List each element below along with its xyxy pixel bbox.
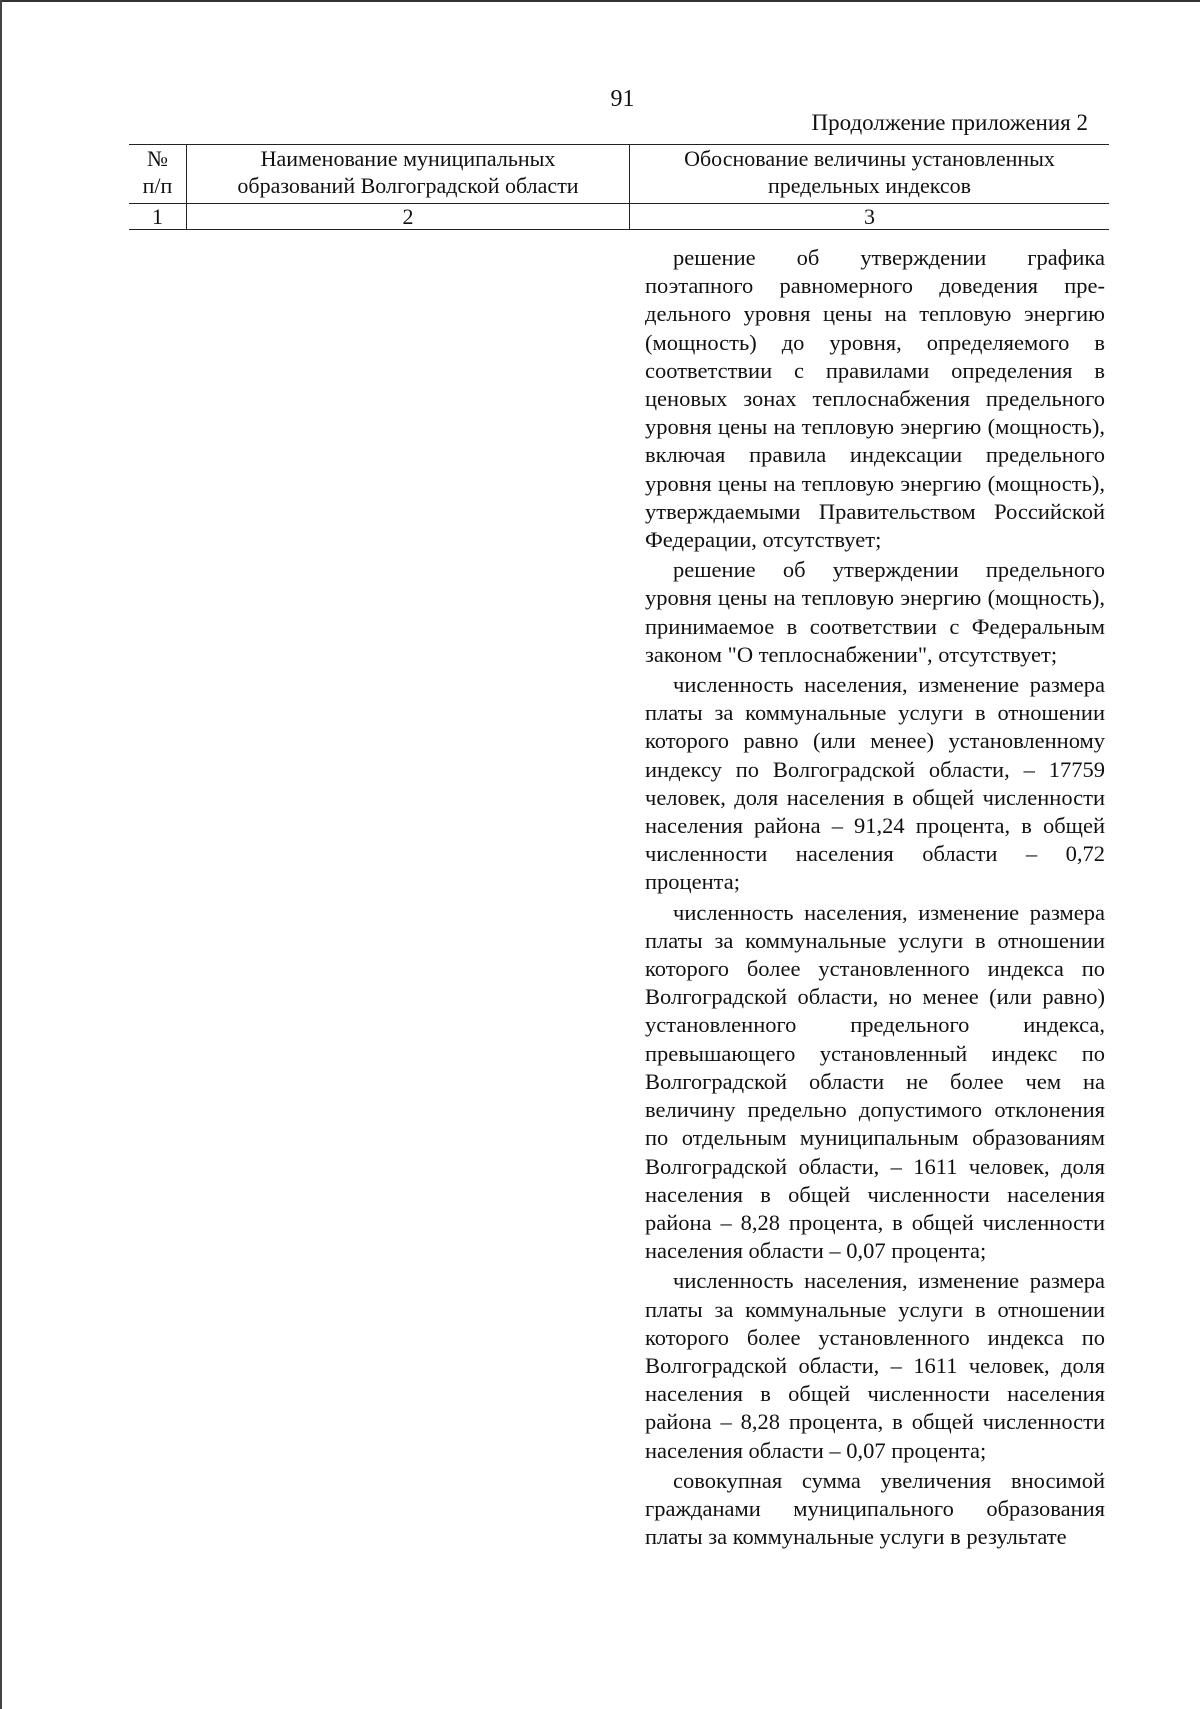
column-number-2: 2 [187,204,630,230]
paragraph-population-equal-index: численность населения, изменение размера платы за коммунальные услуги в отношении которого равно (или менее) установленному индексу по Волгоградской области, – 17759 человек, доля населения в общей численности населения района – 91,24 процента, в общей численности населения области – 0,72 процента; [645,672,1105,895]
justification-text [645,244,1105,1553]
table-header-row [129,145,1109,204]
column-justification-header-line2: предельных индексов [767,173,972,198]
scan-edge-left [0,0,2,1709]
column-number-header [129,145,187,204]
paragraph-price-decision: решение об утверждении предельного уровня цены на тепловую энергию (мощность), принимаемое в соответствии с Федеральным законом "О теплоснабжении", отсутствует; [645,557,1105,667]
paragraph-total-increase: совокупная сумма увеличения вносимой гражданами муниципального образования платы за коммунальные услуги в результате [645,1467,1105,1550]
continuation-note: Продолжение приложения 2 [811,110,1088,135]
column-name-header [187,145,630,204]
column-number-header-line1: № [147,146,168,171]
paragraph-population-within-limit: численность населения, изменение размера платы за коммунальные услуги в отношении которого более установленного индекса по Волгоградской области, но менее (или равно) установленного предельного индекса, превышающего установленный индекс по Волгоградской области не более чем на величину предельно допустимого отклонения по отдельным муниципальным образованиям Волгоградской области, – 1611 человек, доля населения в общей численности населения района – 8,28 процента, в общей численности населения области – 0,07 процента; [645,899,1105,1264]
column-justification-header [630,145,1110,204]
column-number-3: 3 [630,204,1110,230]
header-table [129,144,1109,230]
paragraph-population-above-index: численность населения, изменение размера платы за коммунальные услуги в отношении которого более установленного индекса по Волгоградской области, – 1611 человек, доля населения в общей численности населения района – 8,28 процента, в общей численности населения области – 0,07 процента; [645,1268,1105,1463]
column-numbering-row [129,204,1109,230]
page-number: 91 [610,86,635,112]
paragraph-schedule-decision: решение об утверждении графика поэтапного равномерного доведения предельного уровня цены на тепловую энергию (мощность) до уровня, определяемого в соответствии с правилами определения в ценовых зонах теплоснабжения предельного уровня цены на тепловую энергию (мощность), включая правила индексации предельного уровня цены на тепловую энергию (мощность), утверждаемыми Правительством Российской Федерации, отсутствует; [645,245,1105,553]
column-number-header-line2: п/п [142,173,173,198]
column-number-1: 1 [129,204,187,230]
column-name-header-line2: образований Волгоградской области [237,173,579,198]
scan-edge-top [0,0,1200,2]
column-name-header-line1: Наименование муниципальных [260,146,556,171]
column-justification-header-line1: Обоснование величины установленных [684,146,1055,171]
